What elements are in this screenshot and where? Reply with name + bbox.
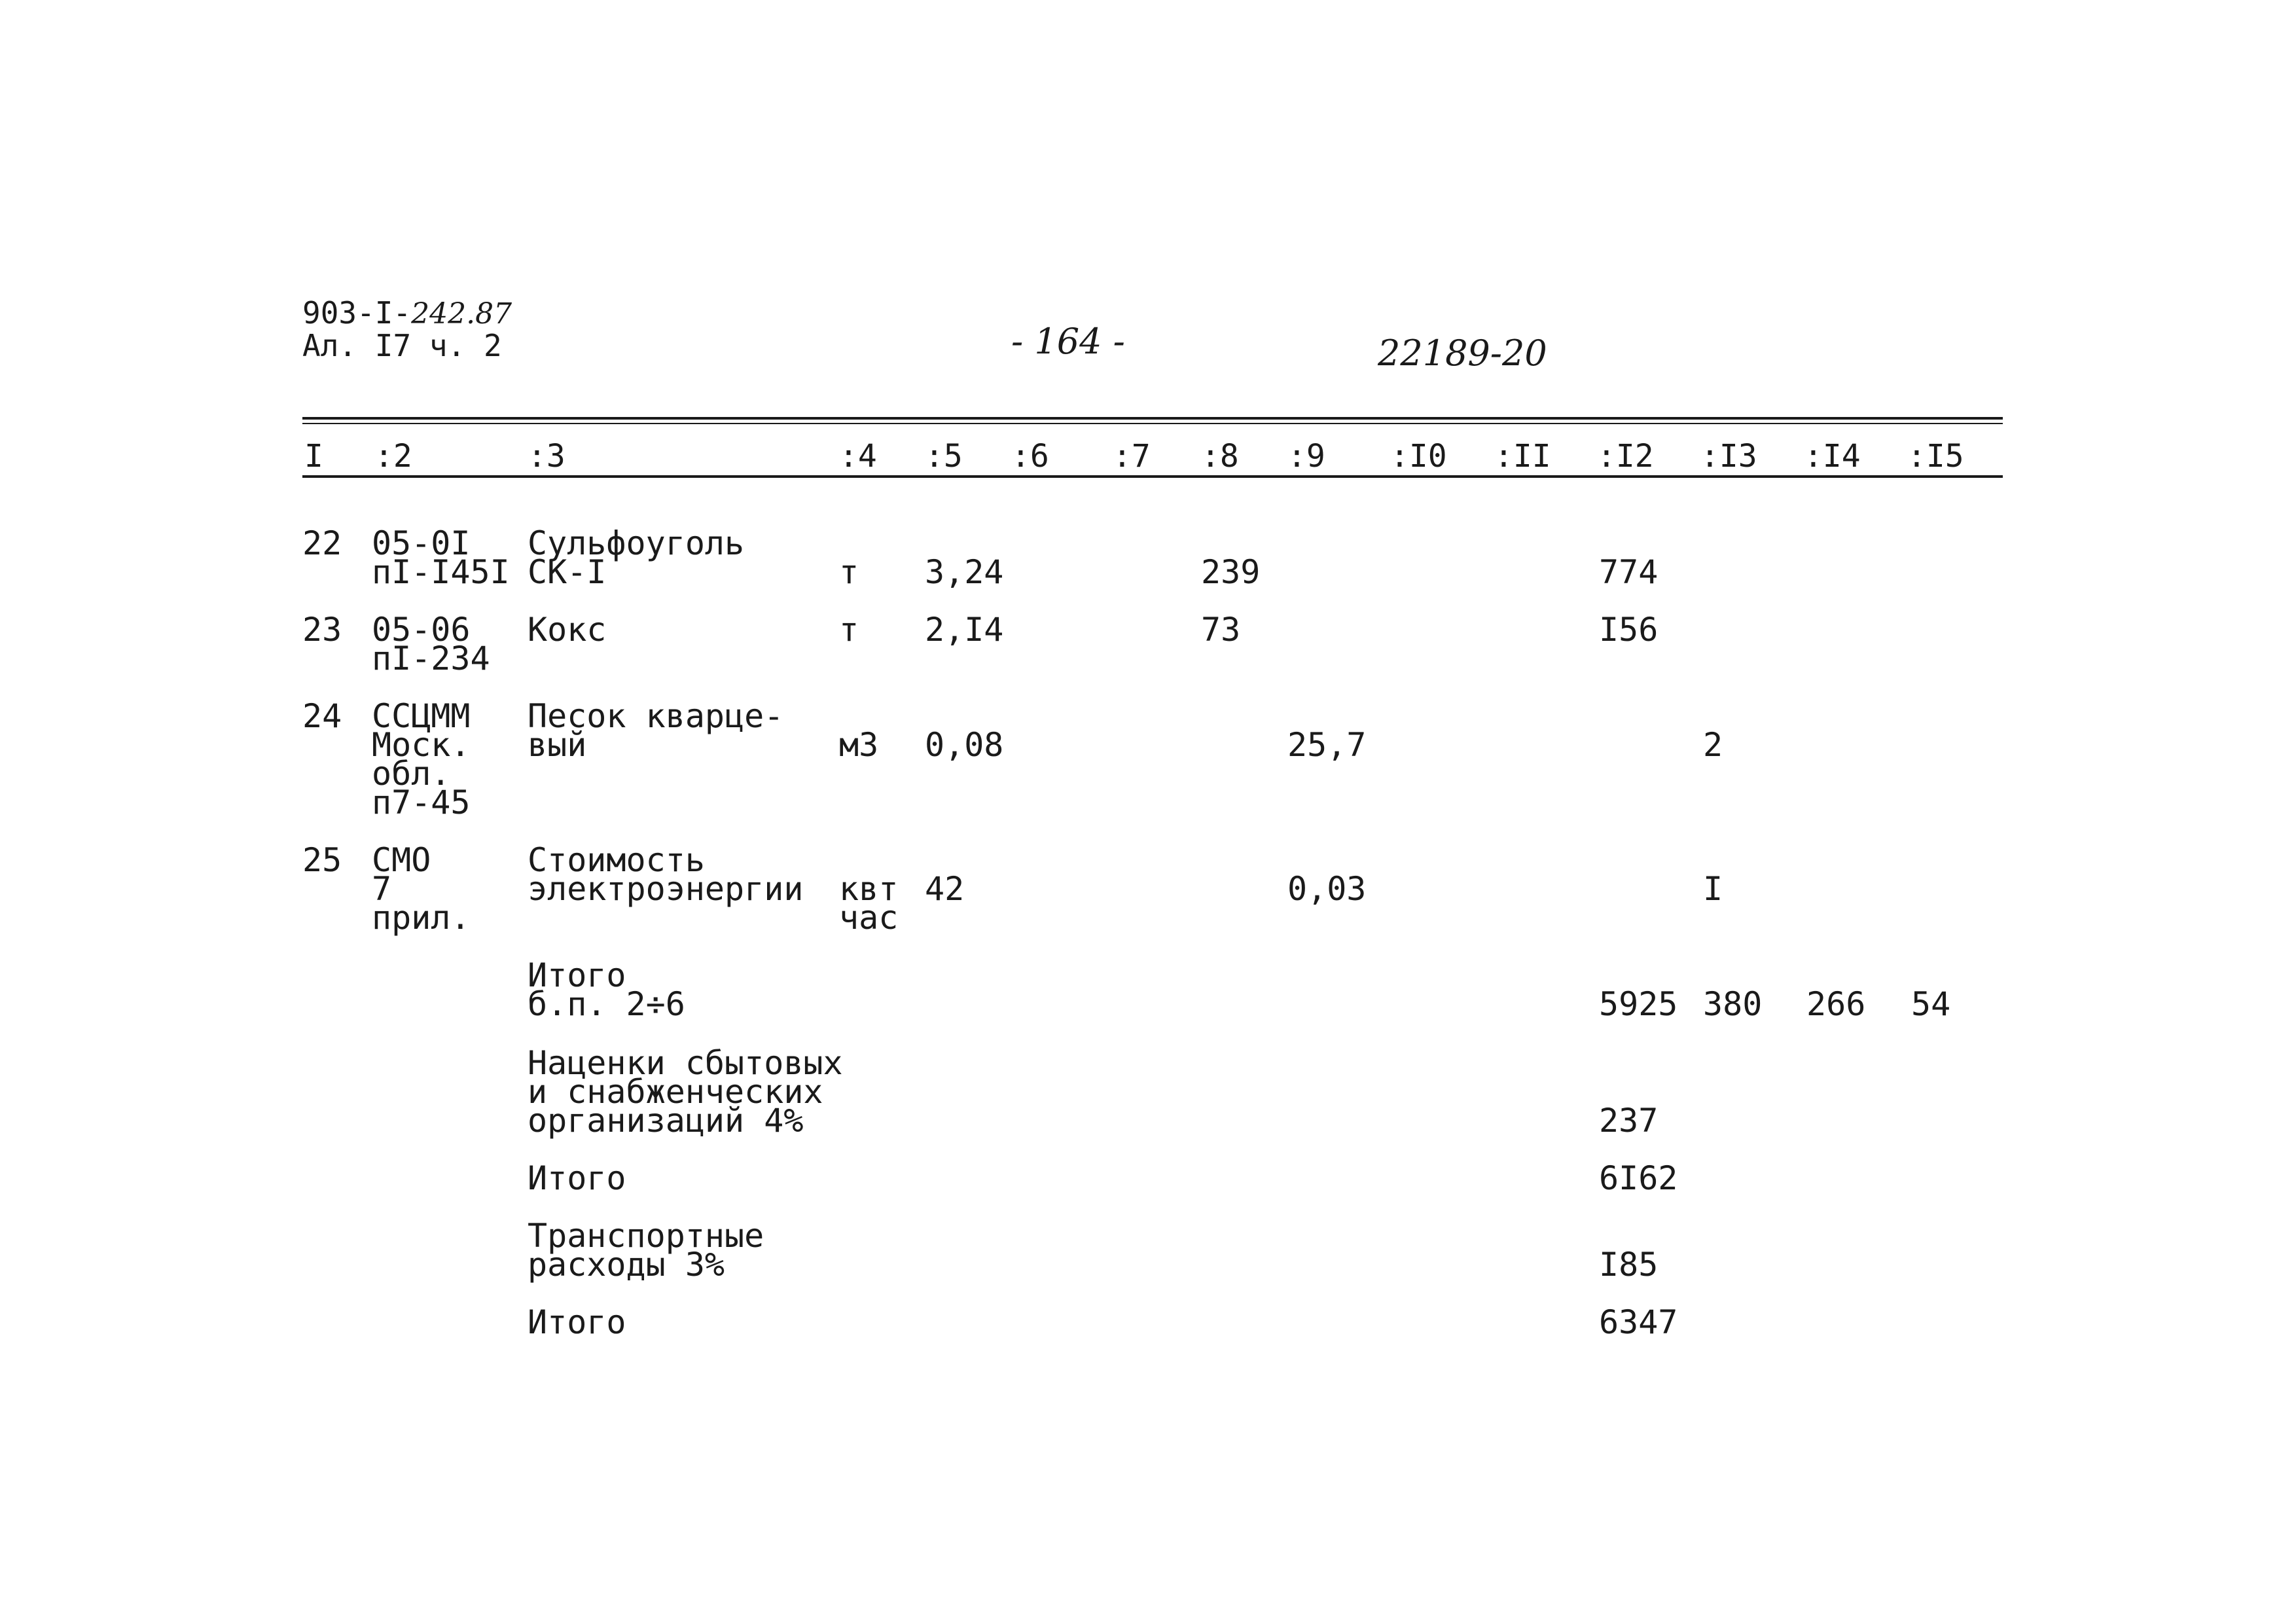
top-rule-thick xyxy=(302,417,2003,420)
row-25-number: 25 xyxy=(302,841,342,879)
summary-subtotal-label: Итого б.п. 2÷6 xyxy=(528,956,685,1023)
summary-subtotal-col13: 380 xyxy=(1703,985,1763,1023)
row-23-col8: 73 xyxy=(1201,611,1241,649)
row-23-name: Кокс xyxy=(528,611,607,649)
row-22-name: Сульфоуголь СК-I xyxy=(528,524,745,591)
row-25-unit: квт час xyxy=(839,870,899,937)
column-header-9: :9 xyxy=(1287,438,1325,475)
row-22-col12: 774 xyxy=(1599,553,1659,591)
header-bottom-rule xyxy=(302,475,2003,478)
column-header-3: :3 xyxy=(528,438,565,475)
document-code-prefix: 903-I- xyxy=(302,295,412,331)
inventory-number: 22189-20 xyxy=(1378,333,1547,374)
summary-subtotal-col12: 5925 xyxy=(1599,985,1678,1023)
summary-subtotal-col15: 54 xyxy=(1911,985,1951,1023)
row-24-col13: 2 xyxy=(1703,726,1723,764)
column-header-15: :I5 xyxy=(1907,438,1964,475)
row-22-col8: 239 xyxy=(1201,553,1261,591)
row-22-code: 05-0I пI-I45I xyxy=(372,524,510,591)
column-header-13: :I3 xyxy=(1700,438,1757,475)
row-24-name: Песок кварце- вый xyxy=(528,697,784,764)
row-23-col12: I56 xyxy=(1599,611,1659,649)
row-22-col5: 3,24 xyxy=(925,553,1004,591)
row-25-name: Стоимость электроэнергии xyxy=(528,841,804,908)
column-header-10: :I0 xyxy=(1390,438,1447,475)
column-header-7: :7 xyxy=(1113,438,1151,475)
top-rule-thin xyxy=(302,423,2003,424)
column-header-6: :6 xyxy=(1011,438,1049,475)
summary-total-2-col12: 6347 xyxy=(1599,1303,1678,1341)
column-header-14: :I4 xyxy=(1804,438,1861,475)
row-22-unit: т xyxy=(839,553,859,591)
row-23-col5: 2,I4 xyxy=(925,611,1004,649)
row-24-number: 24 xyxy=(302,697,342,735)
summary-total-2-label: Итого xyxy=(528,1303,626,1341)
row-25-col13: I xyxy=(1703,870,1723,908)
summary-transport-col12: I85 xyxy=(1599,1246,1659,1284)
column-header-8: :8 xyxy=(1201,438,1239,475)
row-23-unit: т xyxy=(839,611,859,649)
column-header-5: :5 xyxy=(925,438,963,475)
summary-markup-label: Наценки сбытовых и снабженческих организаций 4% xyxy=(528,1044,843,1140)
row-24-unit: м3 xyxy=(839,726,879,764)
summary-subtotal-col14: 266 xyxy=(1806,985,1866,1023)
page-number: - 164 - xyxy=(1011,321,1125,362)
summary-markup-col12: 237 xyxy=(1599,1102,1659,1140)
row-24-code: ССЦММ Моск. обл. п7-45 xyxy=(372,697,471,821)
document-code-handwritten: 242.87 xyxy=(411,297,512,331)
column-header-4: :4 xyxy=(839,438,877,475)
summary-total-1-label: Итого xyxy=(528,1159,626,1197)
row-24-col5: 0,08 xyxy=(925,726,1004,764)
column-header-12: :I2 xyxy=(1597,438,1654,475)
summary-transport-label: Транспортные расходы 3% xyxy=(528,1217,764,1284)
row-25-col5: 42 xyxy=(925,870,965,908)
row-23-code: 05-06 пI-234 xyxy=(372,611,490,677)
column-header-1: I xyxy=(304,438,323,475)
document-code xyxy=(302,296,512,331)
column-header-2: :2 xyxy=(374,438,412,475)
row-25-col9: 0,03 xyxy=(1287,870,1367,908)
column-header-11: :II xyxy=(1494,438,1551,475)
row-24-col9: 25,7 xyxy=(1287,726,1367,764)
row-23-number: 23 xyxy=(302,611,342,649)
summary-total-1-col12: 6I62 xyxy=(1599,1159,1678,1197)
row-25-code: СМО 7 прил. xyxy=(372,841,471,937)
album-line: Ал. I7 ч. 2 xyxy=(302,328,502,363)
row-22-number: 22 xyxy=(302,524,342,562)
